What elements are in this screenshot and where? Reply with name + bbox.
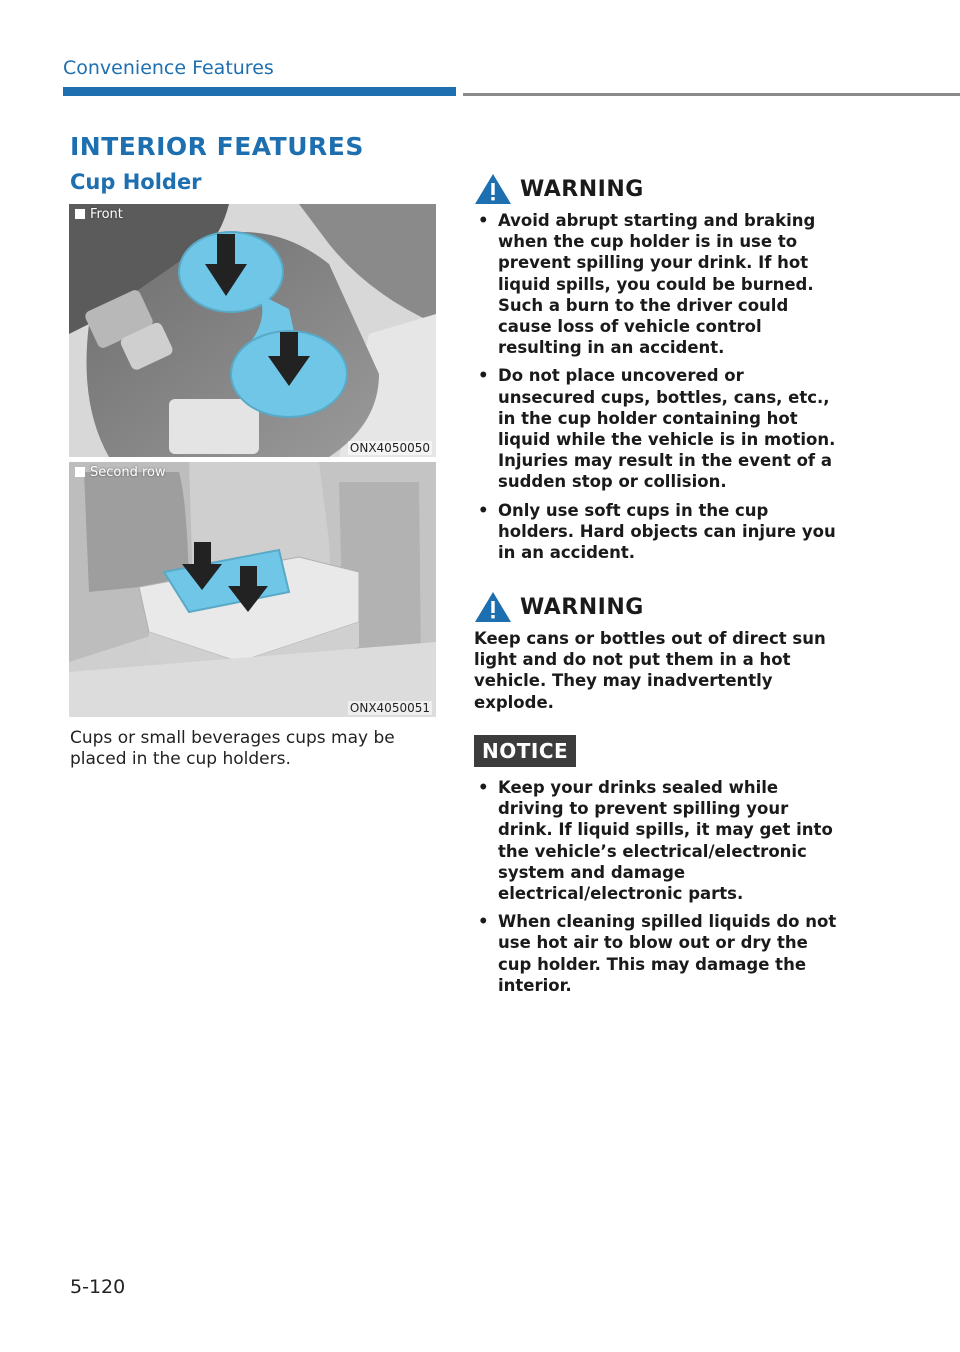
notice-badge: NOTICE bbox=[474, 735, 576, 767]
header-accent-bar bbox=[63, 87, 456, 96]
page-number: 5-120 bbox=[70, 1276, 126, 1298]
list-item: • Do not place uncovered or unsecured cups, bottles, cans, etc., in the cup holder containing hot liquid while the vehicle is in motion. Injuries may result in the event of a sudden stop or collision. bbox=[474, 365, 844, 492]
list-item: • Avoid abrupt starting and braking when the cup holder is in use to prevent spilling your drink. If hot liquid spills, you could be burned. Such a burn to the driver could cause loss of vehicle control resulting in an accident. bbox=[474, 210, 844, 358]
page-heading: INTERIOR FEATURES bbox=[70, 132, 364, 161]
warning-triangle-icon bbox=[474, 590, 512, 624]
warning-block-1 bbox=[474, 172, 844, 570]
notice-block bbox=[474, 735, 844, 1003]
warning-title: WARNING bbox=[520, 176, 644, 202]
figure-code: ONX4050050 bbox=[349, 441, 430, 455]
figure-label: Second row bbox=[75, 465, 166, 480]
figure-label: Front bbox=[75, 207, 123, 222]
list-item: • Keep your drinks sealed while driving to prevent spilling your drink. If liquid spills, it may get into the vehicle’s electrical/electronic system and damage electrical/electronic parts. bbox=[474, 777, 844, 904]
warning-triangle-icon bbox=[474, 172, 512, 206]
caption-text: Cups or small beverages cups may be placed in the cup holders. bbox=[70, 728, 395, 769]
sub-heading: Cup Holder bbox=[70, 170, 202, 194]
second-row-cup-holder-image bbox=[69, 462, 436, 717]
warning-title: WARNING bbox=[520, 594, 644, 620]
warning-text: Keep cans or bottles out of direct sun light and do not put them in a hot vehicle. They may inadvertently explode. bbox=[474, 629, 826, 712]
figure-code: ONX4050051 bbox=[349, 701, 430, 715]
list-item: • Only use soft cups in the cup holders. Hard objects can injure you in an accident. bbox=[474, 500, 844, 564]
warning-block-2 bbox=[474, 590, 844, 713]
header-rule bbox=[463, 93, 960, 96]
section-title: Convenience Features bbox=[63, 57, 274, 79]
list-item: • When cleaning spilled liquids do not use hot air to blow out or dry the cup holder. This may damage the interior. bbox=[474, 911, 844, 996]
front-cup-holder-image bbox=[69, 204, 436, 457]
